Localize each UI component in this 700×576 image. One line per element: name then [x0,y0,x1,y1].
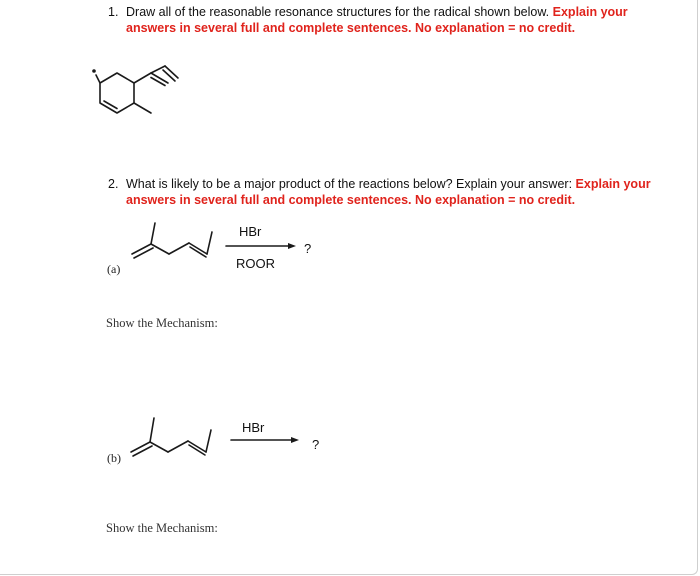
radical-dot-icon [92,69,96,73]
reaction-b-reagent-top: HBr [242,420,265,435]
reaction-a-product: ? [304,241,312,256]
reaction-b-product: ? [312,437,320,452]
reactant-b-structure [131,418,211,456]
reaction-a-arrowhead-icon [288,243,296,249]
radical-molecule-structure [96,66,178,113]
question-2-instruction: Explain your answers in several full and complete sentences. No explanation = no credit. [126,177,651,207]
reaction-a-mechanism-prompt: Show the Mechanism: [106,316,218,330]
question-1-text: Draw all of the reasonable resonance structures for the radical shown below. [126,5,550,19]
reaction-b-label: (b) [107,451,121,465]
question-1-number: 1. [108,5,119,19]
question-2-text: What is likely to be a major product of the reactions below? Explain your answer: [126,177,573,191]
reaction-b-arrowhead-icon [291,437,299,443]
reaction-a-reagent-top: HBr [239,224,262,239]
reaction-a-reagent-bottom: ROOR [236,256,275,271]
reactant-a-structure [132,223,212,258]
reaction-a-label: (a) [107,262,121,276]
question-1-instruction: Explain your answers in several full and complete sentences. No explanation = no credit. [126,5,628,35]
reaction-b-mechanism-prompt: Show the Mechanism: [106,521,218,535]
question-2-number: 2. [108,177,119,191]
